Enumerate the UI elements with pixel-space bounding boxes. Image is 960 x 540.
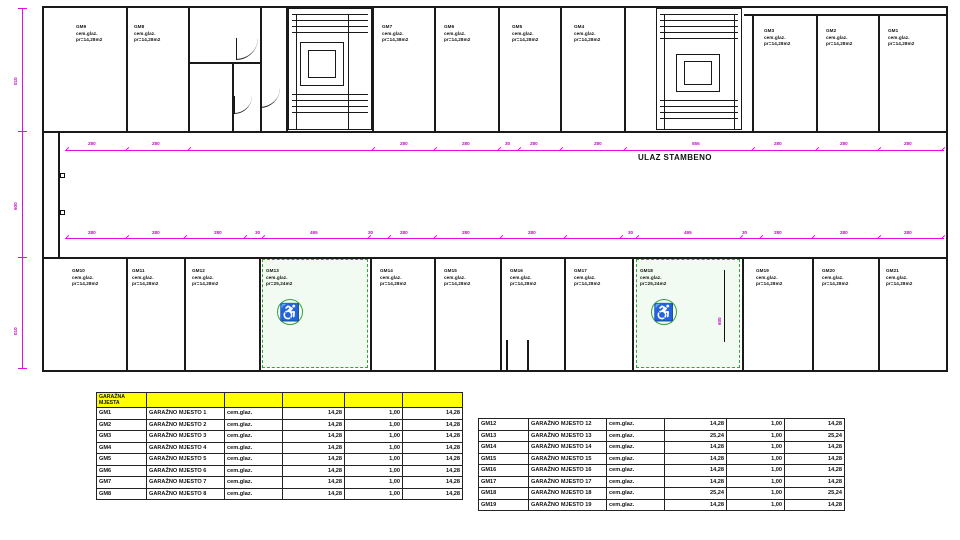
table-row <box>97 465 463 477</box>
table-row <box>97 477 463 489</box>
wheelchair-icon: ♿ <box>277 299 303 325</box>
cell-code: GM4 <box>97 442 147 454</box>
lower-divider-6 <box>500 259 502 372</box>
unit-area: pr=25,24m2 <box>266 281 293 287</box>
unit-material: cem.glaz. <box>72 274 94 280</box>
dim-bottom-13: 280 <box>840 230 848 235</box>
left-notch-top <box>42 131 60 133</box>
cell-code: GM16 <box>479 465 529 477</box>
unit-material: cem.glaz. <box>380 274 402 280</box>
cell-area: 14,28 <box>665 442 727 454</box>
unit-code: GM1 <box>888 28 899 33</box>
unit-code: GM7 <box>382 24 393 29</box>
unit-code: GM8 <box>134 24 145 29</box>
dim-top-4: 30 <box>505 141 511 146</box>
garage-schedule-left <box>96 392 463 500</box>
upper-divider-3 <box>260 8 262 131</box>
cell-area: 14,28 <box>283 431 345 443</box>
header-cell-material <box>225 393 283 408</box>
stair-step <box>292 20 368 21</box>
dim-bottom-4: 495 <box>310 230 318 235</box>
table-header-row <box>97 393 463 408</box>
cell-desc: GARAŽNO MJESTO 15 <box>529 453 607 465</box>
upper-divider-8 <box>560 8 562 131</box>
stair-rail <box>734 14 735 130</box>
dim-bottom-11: 30 <box>742 230 748 235</box>
stair-step <box>660 14 738 15</box>
header-cell-title <box>97 393 147 408</box>
cell-area: 14,28 <box>665 453 727 465</box>
dim-top-2: 280 <box>400 141 408 146</box>
cell-material: cem.glaz. <box>607 465 665 477</box>
cell-area: 14,28 <box>283 488 345 500</box>
top-right-step <box>744 14 948 16</box>
unit-label-gm9 <box>76 24 102 44</box>
unit-area: pr=14,38m2 <box>382 37 409 43</box>
dim-top-3: 280 <box>462 141 470 146</box>
wheelchair-icon: ♿ <box>651 299 677 325</box>
unit-area: pr=25,24m2 <box>640 281 667 287</box>
unit-label-gm16 <box>510 268 536 288</box>
unit-material: cem.glaz. <box>574 30 596 36</box>
unit-area: pr=14,28m2 <box>822 281 849 287</box>
unit-material: cem.glaz. <box>382 30 404 36</box>
cell-desc: GARAŽNO MJESTO 16 <box>529 465 607 477</box>
cell-area: 14,28 <box>665 465 727 477</box>
lower-divider-4 <box>370 259 372 372</box>
cell-code: GM6 <box>97 465 147 477</box>
unit-label-gm7 <box>382 24 408 44</box>
lift-shaft-right-inner <box>684 61 712 85</box>
cell-factor: 1,00 <box>727 499 785 511</box>
header-cell-desc <box>147 393 225 408</box>
cell-factor: 1,00 <box>345 477 403 489</box>
cell-material: cem.glaz. <box>225 442 283 454</box>
unit-code: GM14 <box>380 268 393 273</box>
cell-total: 14,28 <box>785 465 845 477</box>
dim-line-top <box>66 150 944 151</box>
cell-total: 14,28 <box>785 453 845 465</box>
unit-label-gm11 <box>132 268 158 288</box>
cell-total: 14,28 <box>403 477 463 489</box>
stair-step <box>292 94 368 95</box>
cell-code: GM18 <box>479 488 529 500</box>
cell-factor: 1,00 <box>727 419 785 431</box>
unit-label-gm6 <box>444 24 470 44</box>
stall-depth-dim: 600 <box>717 317 722 325</box>
cell-area: 14,28 <box>665 419 727 431</box>
unit-area: pr=14,28m2 <box>574 281 601 287</box>
cell-material: cem.glaz. <box>607 442 665 454</box>
dim-top-7: 555 <box>692 141 700 146</box>
lower-divider-9 <box>742 259 744 372</box>
dim-bottom-8: 280 <box>528 230 536 235</box>
unit-material: cem.glaz. <box>826 34 848 40</box>
upper-divider-11 <box>816 14 818 131</box>
lower-divider-7 <box>564 259 566 372</box>
table-row <box>97 419 463 431</box>
header-cell-factor <box>345 393 403 408</box>
cell-area: 14,28 <box>665 476 727 488</box>
header-line-2: MJESTA <box>99 400 120 406</box>
dim-top-1: 280 <box>152 141 160 146</box>
cell-area: 14,28 <box>283 465 345 477</box>
cell-material: cem.glaz. <box>607 430 665 442</box>
cell-desc: GARAŽNO MJESTO 3 <box>147 431 225 443</box>
unit-code: GM4 <box>574 24 585 29</box>
unit-material: cem.glaz. <box>574 274 596 280</box>
unit-material: cem.glaz. <box>512 30 534 36</box>
cell-desc: GARAŽNO MJESTO 17 <box>529 476 607 488</box>
dim-top-9: 280 <box>840 141 848 146</box>
unit-material: cem.glaz. <box>510 274 532 280</box>
cell-code: GM14 <box>479 442 529 454</box>
entrance-label: ULAZ STAMBENO <box>638 153 712 162</box>
unit-material: cem.glaz. <box>764 34 786 40</box>
cell-code: GM8 <box>97 488 147 500</box>
unit-area: pr=14,28m2 <box>380 281 407 287</box>
unit-label-gm5 <box>512 24 538 44</box>
stair-rail <box>664 14 665 130</box>
cell-total: 14,28 <box>403 454 463 466</box>
table-row <box>479 488 845 500</box>
unit-area: pr=14,28m2 <box>574 37 601 43</box>
cell-material: cem.glaz. <box>225 477 283 489</box>
unit-label-gm18 <box>640 268 666 288</box>
unit-area: pr=14,28m2 <box>444 37 471 43</box>
cell-desc: GARAŽNO MJESTO 19 <box>529 499 607 511</box>
unit-label-gm21 <box>886 268 912 288</box>
cell-area: 14,28 <box>283 408 345 420</box>
unit-label-gm13 <box>266 268 292 288</box>
cell-total: 14,28 <box>403 431 463 443</box>
unit-area: pr=14,28m2 <box>510 281 537 287</box>
unit-area: pr=14,28m2 <box>886 281 913 287</box>
cell-material: cem.glaz. <box>607 499 665 511</box>
dim-top-6: 280 <box>594 141 602 146</box>
unit-material: cem.glaz. <box>886 274 908 280</box>
cell-desc: GARAŽNO MJESTO 18 <box>529 488 607 500</box>
stair-step <box>660 100 738 101</box>
cell-material: cem.glaz. <box>225 419 283 431</box>
cell-factor: 1,00 <box>727 442 785 454</box>
cell-factor: 1,00 <box>727 476 785 488</box>
cell-code: GM17 <box>479 476 529 488</box>
unit-area: pr=14,28m2 <box>444 281 471 287</box>
table-row <box>479 499 845 511</box>
cell-desc: GARAŽNO MJESTO 1 <box>147 408 225 420</box>
cell-material: cem.glaz. <box>225 465 283 477</box>
cell-total: 14,28 <box>403 488 463 500</box>
unit-code: GM18 <box>640 268 653 273</box>
unit-label-gm4 <box>574 24 600 44</box>
cell-code: GM7 <box>97 477 147 489</box>
upper-divider-6 <box>434 8 436 131</box>
cell-factor: 1,00 <box>345 419 403 431</box>
cell-desc: GARAŽNO MJESTO 8 <box>147 488 225 500</box>
unit-label-gm12 <box>192 268 218 288</box>
cell-total: 25,24 <box>785 430 845 442</box>
cell-factor: 1,00 <box>345 454 403 466</box>
stair-step <box>660 26 738 27</box>
cell-total: 14,28 <box>785 499 845 511</box>
cell-material: cem.glaz. <box>607 419 665 431</box>
cell-material: cem.glaz. <box>225 431 283 443</box>
unit-area: pr=14,28m2 <box>764 41 791 47</box>
table-row <box>97 488 463 500</box>
unit-label-gm8 <box>134 24 160 44</box>
unit-code: GM17 <box>574 268 587 273</box>
header-cell-total <box>403 393 463 408</box>
cell-factor: 1,00 <box>345 431 403 443</box>
table-row <box>97 431 463 443</box>
dim-bottom-1: 280 <box>152 230 160 235</box>
cell-code: GM2 <box>97 419 147 431</box>
dim-bottom-0: 280 <box>88 230 96 235</box>
dim-top-0: 280 <box>88 141 96 146</box>
unit-code: GM20 <box>822 268 835 273</box>
schedule-tables <box>0 380 960 540</box>
cell-area: 14,28 <box>283 419 345 431</box>
cell-total: 14,28 <box>403 465 463 477</box>
dim-line-left-vertical <box>22 8 23 368</box>
unit-code: GM19 <box>756 268 769 273</box>
stair-step <box>292 106 368 107</box>
unit-material: cem.glaz. <box>822 274 844 280</box>
cell-desc: GARAŽNO MJESTO 4 <box>147 442 225 454</box>
unit-material: cem.glaz. <box>266 274 288 280</box>
cell-code: GM3 <box>97 431 147 443</box>
unit-code: GM2 <box>826 28 837 33</box>
corridor-wall-top <box>44 131 948 133</box>
cell-area: 25,24 <box>665 430 727 442</box>
shaft-marker <box>60 210 65 215</box>
upper-divider-10 <box>752 14 754 131</box>
table-row <box>97 442 463 454</box>
lower-divider-10 <box>812 259 814 372</box>
cell-total: 25,24 <box>785 488 845 500</box>
table-row <box>479 453 845 465</box>
upper-divider-1 <box>126 8 128 131</box>
cell-material: cem.glaz. <box>225 488 283 500</box>
cell-area: 14,28 <box>665 499 727 511</box>
bottom-bay-wall-bottom <box>506 370 528 372</box>
unit-label-gm19 <box>756 268 782 288</box>
unit-material: cem.glaz. <box>192 274 214 280</box>
cell-factor: 1,00 <box>727 430 785 442</box>
upper-divider-5 <box>372 8 374 131</box>
unit-label-gm3 <box>764 28 790 48</box>
bottom-bay-wall-left <box>506 340 508 372</box>
header-line-1: GARAŽNA <box>99 394 125 400</box>
stair-rail <box>296 14 297 130</box>
stall-depth-line <box>724 270 725 342</box>
cell-factor: 1,00 <box>345 488 403 500</box>
upper-divider-7 <box>498 8 500 131</box>
dim-left-0: 010 <box>13 77 18 85</box>
unit-material: cem.glaz. <box>444 30 466 36</box>
dim-bottom-14: 280 <box>904 230 912 235</box>
dim-top-10: 280 <box>904 141 912 146</box>
stair-step <box>660 106 738 107</box>
unit-area: pr=14,28m2 <box>192 281 219 287</box>
stair-step <box>292 32 368 33</box>
unit-code: GM11 <box>132 268 145 273</box>
cell-total: 14,28 <box>785 419 845 431</box>
unit-code: GM6 <box>444 24 455 29</box>
cell-desc: GARAŽNO MJESTO 13 <box>529 430 607 442</box>
table-row <box>479 442 845 454</box>
dim-bottom-6: 280 <box>400 230 408 235</box>
unit-area: pr=14,28m2 <box>512 37 539 43</box>
cell-factor: 1,00 <box>727 453 785 465</box>
cell-factor: 1,00 <box>345 442 403 454</box>
lift-shaft-left-inner <box>308 50 336 78</box>
lower-divider-8 <box>632 259 634 372</box>
dim-bottom-9: 30 <box>628 230 634 235</box>
unit-code: GM10 <box>72 268 85 273</box>
cell-total: 14,28 <box>403 408 463 420</box>
unit-material: cem.glaz. <box>444 274 466 280</box>
garage-schedule-right <box>478 418 845 511</box>
table-row <box>479 419 845 431</box>
unit-code: GM5 <box>512 24 523 29</box>
cell-desc: GARAŽNO MJESTO 2 <box>147 419 225 431</box>
bottom-bay-wall-right <box>527 340 529 372</box>
header-cell-area <box>283 393 345 408</box>
stair-step <box>660 38 738 39</box>
cell-code: GM12 <box>479 419 529 431</box>
cell-code: GM5 <box>97 454 147 466</box>
unit-material: cem.glaz. <box>756 274 778 280</box>
dim-bottom-10: 495 <box>684 230 692 235</box>
cell-factor: 1,00 <box>345 408 403 420</box>
dim-bottom-2: 280 <box>214 230 222 235</box>
stair-step <box>292 100 368 101</box>
cell-area: 14,28 <box>283 442 345 454</box>
unit-area: pr=14,28m2 <box>134 37 161 43</box>
unit-label-gm1 <box>888 28 914 48</box>
cell-area: 14,28 <box>283 454 345 466</box>
lower-divider-2 <box>184 259 186 372</box>
dim-top-5: 280 <box>530 141 538 146</box>
dim-bottom-5: 30 <box>368 230 374 235</box>
stair-step <box>660 20 738 21</box>
unit-label-gm17 <box>574 268 600 288</box>
unit-area: pr=14,28m2 <box>826 41 853 47</box>
cell-desc: GARAŽNO MJESTO 7 <box>147 477 225 489</box>
unit-code: GM15 <box>444 268 457 273</box>
unit-area: pr=14,28m2 <box>132 281 159 287</box>
cell-total: 14,28 <box>403 419 463 431</box>
core-room-divider <box>190 62 260 64</box>
cell-material: cem.glaz. <box>607 488 665 500</box>
lower-divider-5 <box>434 259 436 372</box>
cell-desc: GARAŽNO MJESTO 14 <box>529 442 607 454</box>
cell-code: GM19 <box>479 499 529 511</box>
cell-area: 25,24 <box>665 488 727 500</box>
upper-divider-9 <box>624 8 626 131</box>
cell-desc: GARAŽNO MJESTO 12 <box>529 419 607 431</box>
cell-desc: GARAŽNO MJESTO 6 <box>147 465 225 477</box>
cell-area: 14,28 <box>283 477 345 489</box>
cell-factor: 1,00 <box>345 465 403 477</box>
table-row <box>479 430 845 442</box>
cell-factor: 1,00 <box>727 465 785 477</box>
unit-material: cem.glaz. <box>134 30 156 36</box>
table-row <box>479 476 845 488</box>
dim-bottom-12: 280 <box>774 230 782 235</box>
unit-area: pr=14,28m2 <box>76 37 103 43</box>
stair-rail <box>348 14 349 130</box>
unit-label-gm2 <box>826 28 852 48</box>
unit-area: pr=14,28m2 <box>72 281 99 287</box>
unit-code: GM12 <box>192 268 205 273</box>
cell-total: 14,28 <box>785 442 845 454</box>
dim-bottom-3: 30 <box>255 230 261 235</box>
cell-code: GM13 <box>479 430 529 442</box>
left-notch-wall <box>58 131 60 257</box>
dim-bottom-7: 280 <box>462 230 470 235</box>
stair-step <box>660 32 738 33</box>
cell-total: 14,28 <box>785 476 845 488</box>
lower-divider-1 <box>126 259 128 372</box>
lower-divider-11 <box>878 259 880 372</box>
unit-label-gm15 <box>444 268 470 288</box>
dim-left-1: 600 <box>13 202 18 210</box>
unit-label-gm20 <box>822 268 848 288</box>
lower-divider-3 <box>259 259 261 372</box>
upper-divider-2 <box>188 8 190 131</box>
cell-material: cem.glaz. <box>225 408 283 420</box>
cell-material: cem.glaz. <box>607 476 665 488</box>
unit-label-gm10 <box>72 268 98 288</box>
unit-material: cem.glaz. <box>888 34 910 40</box>
cell-desc: GARAŽNO MJESTO 5 <box>147 454 225 466</box>
dim-top-8: 280 <box>774 141 782 146</box>
unit-code: GM3 <box>764 28 775 33</box>
cell-material: cem.glaz. <box>607 453 665 465</box>
unit-material: cem.glaz. <box>76 30 98 36</box>
table-row <box>97 408 463 420</box>
stair-step <box>660 112 738 113</box>
cell-material: cem.glaz. <box>225 454 283 466</box>
unit-code: GM21 <box>886 268 899 273</box>
stair-step <box>292 14 368 15</box>
unit-material: cem.glaz. <box>640 274 662 280</box>
unit-area: pr=14,28m2 <box>888 41 915 47</box>
unit-code: GM13 <box>266 268 279 273</box>
unit-code: GM9 <box>76 24 87 29</box>
cell-total: 14,28 <box>403 442 463 454</box>
dim-left-2: 010 <box>13 327 18 335</box>
table-row <box>479 465 845 477</box>
stair-step <box>660 118 738 119</box>
shaft-marker <box>60 173 65 178</box>
upper-divider-12 <box>878 14 880 131</box>
stair-step <box>292 112 368 113</box>
stair-step <box>292 26 368 27</box>
table-row <box>97 454 463 466</box>
cell-code: GM15 <box>479 453 529 465</box>
cell-code: GM1 <box>97 408 147 420</box>
cell-factor: 1,00 <box>727 488 785 500</box>
unit-material: cem.glaz. <box>132 274 154 280</box>
unit-code: GM16 <box>510 268 523 273</box>
unit-label-gm14 <box>380 268 406 288</box>
unit-area: pr=14,28m2 <box>756 281 783 287</box>
